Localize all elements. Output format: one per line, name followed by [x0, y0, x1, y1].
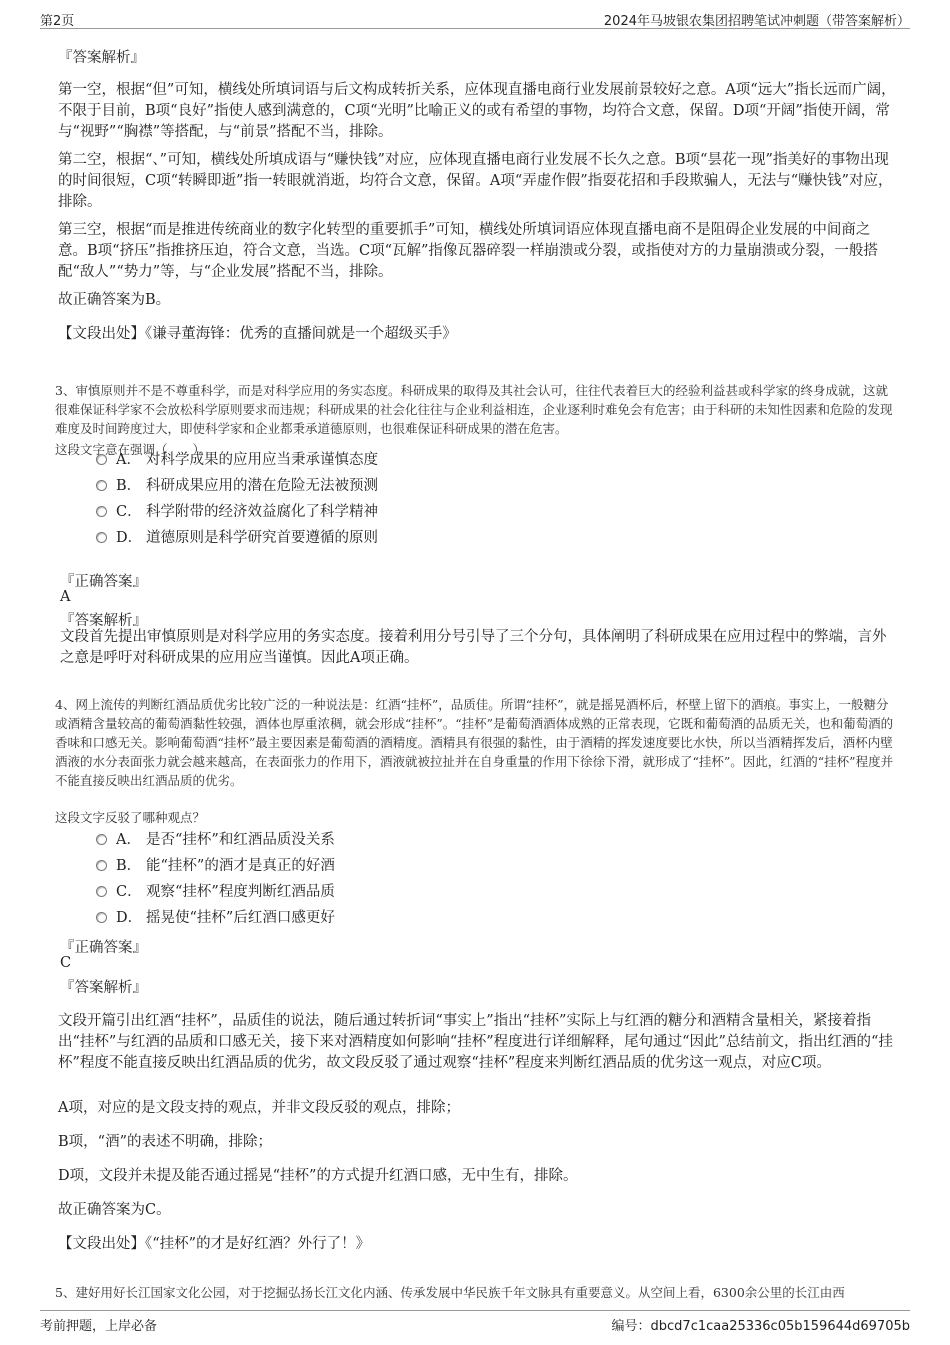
q4-answer-label: 『正确答案』 [60, 940, 147, 956]
radio-icon[interactable] [96, 506, 107, 517]
radio-icon[interactable] [96, 834, 107, 845]
q3-stem: 3、审慎原则并不是不尊重科学，而是对科学应用的务实态度。科研成果的取得及其社会认可，往往代表着巨大的经验利益甚或科学家的终身成就，这就很难保证科学家不会放松科学原则要求而违规；科研成果的社会化往往与企业利益相连，企业逐利时难免会有危害；由于科研的未知性因素和危险的发现难度及时间跨度过大，即使科学家和企业都秉承道德原则，也很难保证科研成果的潜在危害。 [55, 382, 893, 436]
q3-question: 这段文字意在强调（ ）。 [55, 441, 212, 457]
radio-icon[interactable] [96, 860, 107, 871]
q4-question: 这段文字反驳了哪种观点？ [55, 809, 206, 825]
q4-answer: C [60, 955, 72, 971]
q4-option-c[interactable]: C． 观察“挂杯”程度判断红酒品质 [96, 881, 335, 903]
document-id: 编号：dbcd7c1caa25336c05b159644d69705b [611, 1319, 910, 1334]
radio-icon[interactable] [96, 886, 107, 897]
q3-analysis-label: 『答案解析』 [60, 613, 147, 629]
q4-option-d[interactable]: D． 摇晃使“挂杯”后红酒口感更好 [96, 907, 335, 929]
q2-analysis-para3: 第三空，根据“而是推进传统商业的数字化转型的重要抓手”可知，横线处所填词语应体现直播电商不是阻碍企业发展的中间商之意。B项“挤压”指推挤压迫，符合文意，当选。C项“瓦解”指像瓦器碎裂一样崩溃或分裂，或指使对方的力量崩溃或分裂，一般搭配“敌人”“势力”等，与“企业发展”搭配不当，排除。 [58, 222, 878, 280]
q2-analysis-label: 『答案解析』 [58, 50, 145, 66]
q3-option-d[interactable]: D． 道德原则是科学研究首要遵循的原则 [96, 527, 378, 549]
q5-stem: 5、建好用好长江国家文化公园，对于挖掘弘扬长江文化内涵、传承发展中华民族千年文脉具有重要意义。从空间上看，6300余公里的长江由西 [55, 1284, 845, 1300]
radio-icon[interactable] [96, 912, 107, 923]
q3-analysis: 文段首先提出审慎原则是对科学应用的务实态度。接着利用分号引导了三个分句，具体阐明了科研成果在应用过程中的弊端，言外之意是呼吁对科研成果的应用应当谨慎。因此A项正确。 [60, 629, 887, 666]
q2-source: 【文段出处】《谦寻董海锋：优秀的直播间就是一个超级买手》 [58, 326, 457, 342]
q4-analysis-para2: A项，对应的是文段支持的观点，并非文段反驳的观点，排除； [58, 1100, 460, 1116]
q3-option-a[interactable]: A． 对科学成果的应用应当秉承谨慎态度 [96, 449, 378, 471]
page-header [40, 8, 910, 29]
document-title: 2024年马坡银农集团招聘笔试冲刺题（带答案解析） [603, 14, 910, 29]
q4-conclusion: 故正确答案为C。 [58, 1202, 171, 1218]
q4-option-b[interactable]: B． 能“挂杯”的酒才是真正的好酒 [96, 855, 335, 877]
q3-answer-label: 『正确答案』 [60, 574, 147, 590]
q4-analysis-para4: D项，文段并未提及能否通过摇晃“挂杯”的方式提升红酒口感，无中生有，排除。 [58, 1168, 578, 1184]
q4-analysis-para1: 文段开篇引出红酒“挂杯”，品质佳的说法，随后通过转折词“事实上”指出“挂杯”实际上与红酒的糖分和酒精含量相关，紧接着指出“挂杯”与红酒的品质和口感无关，接下来对酒精度如何影响“挂杯”程度进行详细解释，尾句通过“因此”总结前文，指出红酒的“挂杯”程度不能直接反映出红酒品质的优劣，故文段反驳了通过观察“挂杯”程度来判断红酒品质的优劣这一观点，对应C项。 [58, 1013, 893, 1071]
q3-answer: A [60, 589, 71, 605]
q2-conclusion: 故正确答案为B。 [58, 292, 171, 308]
q4-option-a[interactable]: A． 是否“挂杯”和红酒品质没关系 [96, 829, 335, 851]
radio-icon[interactable] [96, 480, 107, 491]
page-footer [40, 1310, 910, 1333]
q2-analysis-para1: 第一空，根据“但”可知，横线处所填词语与后文构成转折关系，应体现直播电商行业发展前景较好之意。A项“远大”指长远而广阔，不限于目前，B项“良好”指使人感到满意的，C项“光明”比喻正义的或有希望的事物，均符合文意，保留。D项“开阔”指使开阔，常与“视野”“胸襟”等搭配，与“前景”搭配不当，排除。 [58, 82, 896, 140]
page-number: 第2页 [40, 14, 75, 29]
q3-option-c[interactable]: C． 科学附带的经济效益腐化了科学精神 [96, 501, 378, 523]
q4-analysis-label: 『答案解析』 [60, 980, 147, 996]
radio-icon[interactable] [96, 454, 107, 465]
q2-analysis-para2: 第二空，根据“、”可知，横线处所填成语与“赚快钱”对应，应体现直播电商行业发展不长久之意。B项“昙花一现”指美好的事物出现的时间很短，C项“转瞬即逝”指一转眼就消逝，均符合文意，保留。A项“弄虚作假”指耍花招和手段欺骗人，无法与“赚快钱”对应，排除。 [58, 152, 893, 210]
q4-stem: 4、网上流传的判断红酒品质优劣比较广泛的一种说法是：红酒“挂杯”，品质佳。所谓“挂杯”，就是摇晃酒杯后，杯壁上留下的酒痕。事实上，一般糖分或酒精含量较高的葡萄酒黏性较强，酒体也厚重浓稠，就会形成“挂杯”。“挂杯”是葡萄酒酒体成熟的正常表现，它既和葡萄酒的品质无关，也和葡萄酒的香味和口感无关。影响葡萄酒“挂杯”最主要因素是葡萄酒的酒精度。酒精具有很强的黏性，由于酒精的挥发速度要比水快，所以当酒精挥发后，酒杯内壁酒液的水分表面张力就会越来越高，在表面张力的作用下，酒液就被拉扯并在自身重量的作用下徐徐下滑，就形成了“挂杯”。因此，红酒的“挂杯”程度并不能直接反映出红酒品质的优劣。 [55, 696, 894, 788]
radio-icon[interactable] [96, 532, 107, 543]
q4-analysis-para3: B项，“酒”的表述不明确，排除； [58, 1134, 272, 1150]
q4-source: 【文段出处】《“挂杯”的才是好红酒？外行了！》 [58, 1236, 371, 1252]
footer-slogan: 考前押题，上岸必备 [40, 1319, 158, 1334]
q3-option-b[interactable]: B． 科研成果应用的潜在危险无法被预测 [96, 475, 378, 497]
